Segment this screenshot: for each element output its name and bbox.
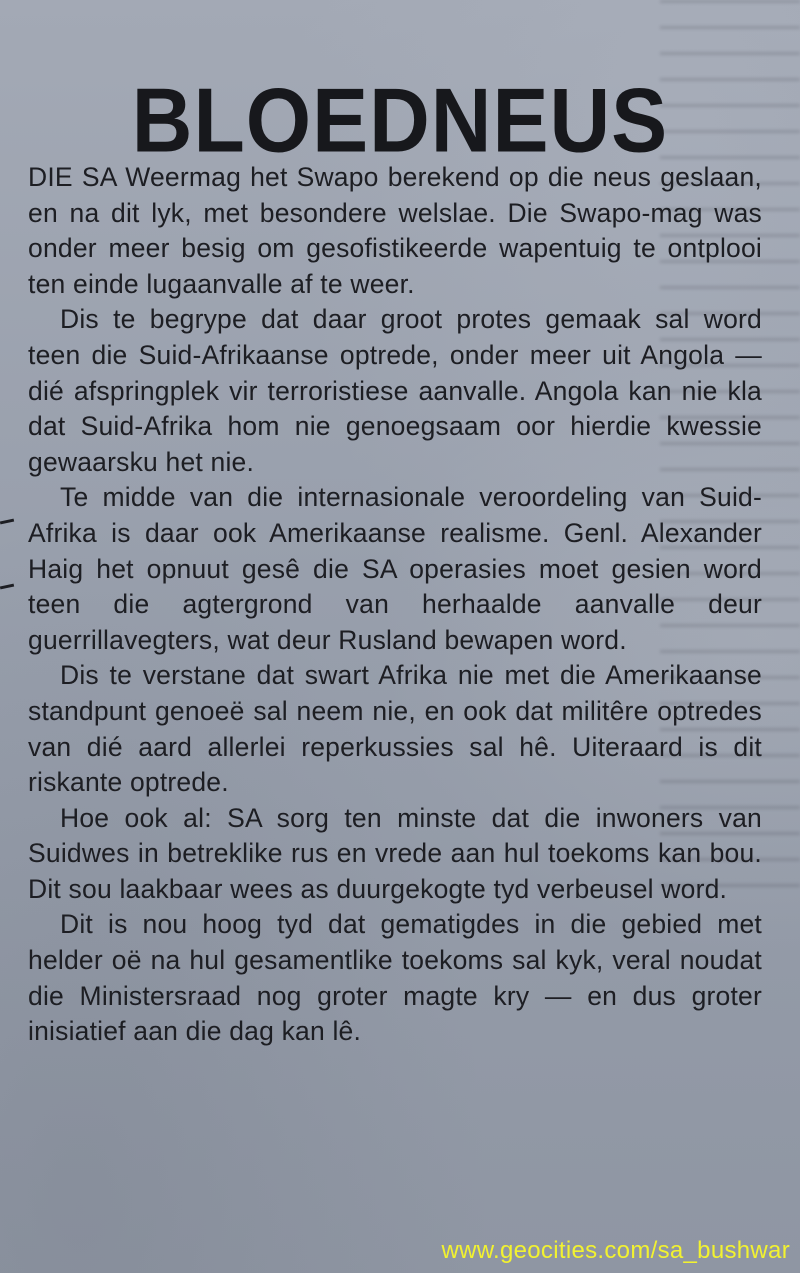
paragraph: Dis te verstane dat swart Afrika nie met die Amerikaanse standpunt genoeë sal neem nie, en ook dat militêre optredes van dié aard allerlei reperkussies sal hê. Uiteraard is dit riskante optrede. bbox=[28, 660, 762, 798]
article-body bbox=[28, 160, 762, 1050]
paragraph: Te midde van die internasionale veroordeling van Suid-Afrika is daar ook Amerikaanse realisme. Genl. Alexander Haig het opnuut gesê die SA operasies moet gesien word teen die agtergrond van herhaalde aanvalle deur guerrillavegters, wat deur Rusland bewapen word. bbox=[28, 482, 762, 655]
paragraph: Dis te begrype dat daar groot protes gemaak sal word teen die Suid-Afrikaanse optrede, onder meer uit Angola — dié afspringplek vir terroristiese aanvalle. Angola kan nie kla dat Suid-Afrika hom nie genoegsaam oor hierdie kwessie gewaarsku het nie. bbox=[28, 304, 762, 477]
paragraph: DIE SA Weermag het Swapo berekend op die neus geslaan, en na dit lyk, met besondere welslae. Die Swapo-mag was onder meer besig om gesofistikeerde wapentuig te ontplooi ten einde lugaanvalle af te weer. bbox=[28, 162, 762, 299]
margin-mark bbox=[0, 584, 14, 590]
source-watermark: www.geocities.com/sa_bushwar bbox=[441, 1237, 790, 1264]
margin-mark bbox=[0, 519, 14, 525]
headline: BLOEDNEUS bbox=[131, 69, 669, 172]
paragraph: Dit is nou hoog tyd dat gematigdes in die gebied met helder oë na hul gesamentlike toekoms sal kyk, veral noudat die Ministersraad nog groter magte kry — en dus groter inisiatief aan die dag kan lê. bbox=[28, 909, 762, 1047]
paragraph: Hoe ook al: SA sorg ten minste dat die inwoners van Suidwes in betreklike rus en vrede aan hul toekoms kan bou. Dit sou laakbaar wees as duurgekogte tyd verbeusel word. bbox=[28, 802, 762, 904]
